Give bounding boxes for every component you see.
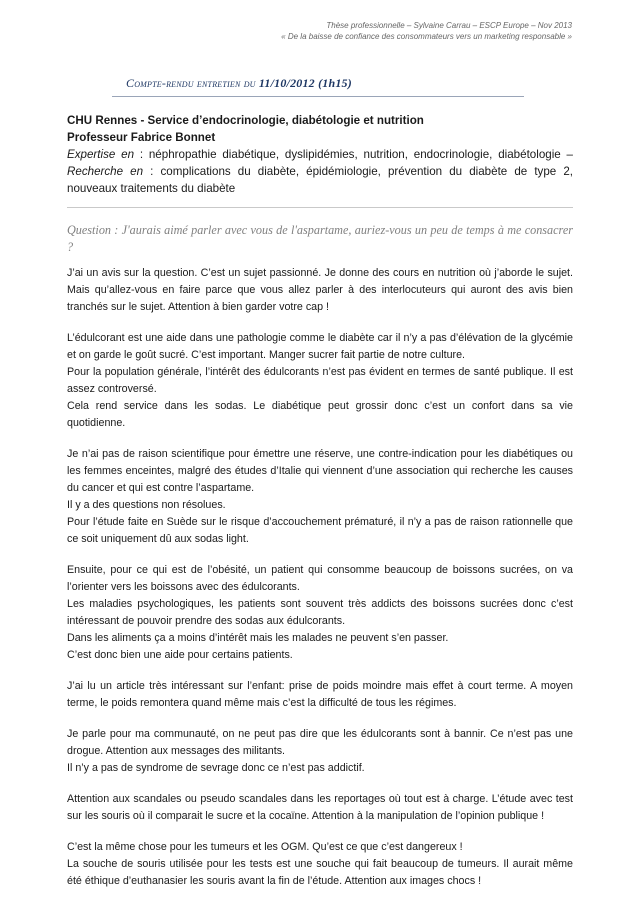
answer-sentence: J’ai un avis sur la question. C’est un sujet passionné. Je donne des cours en nutrition où j’aborde le sujet. Mais qu’allez-vous en faire parce que vous allez parler à des interlocuteurs qui auront des avis bien tranchés sur le sujet. Attention à bien garder votre cap !	[67, 267, 573, 313]
answer-sentence: Cela rend service dans les sodas. Le diabétique peut grossir donc c’est un confort dans sa vie quotidienne.	[67, 400, 573, 429]
expertise-label: Expertise en	[67, 148, 135, 161]
answer-sentence: Les maladies psychologiques, les patients sont souvent très addicts des boissons sucrées donc c’est intéressant de pouvoir prendre des sodas aux édulcorants.	[67, 598, 573, 627]
answer-sentence: La souche de souris utilisée pour les tests est une souche qui fait beaucoup de tumeurs. Il aurait même été éthique d’euthanasier les souris avant la fin de l’étude. Attention aux images chocs !	[67, 858, 573, 887]
answer-sentence: J’ai lu un article très intéressant sur l’enfant: prise de poids moindre mais effet à court terme. A moyen terme, le poids remontera quand même mais c’est la difficulté de tous les régimes.	[67, 680, 573, 709]
answer-sentence: Il y a des questions non résolues.	[67, 499, 226, 511]
answer-paragraph	[67, 446, 573, 548]
interviewee-organization: CHU Rennes - Service d’endocrinologie, diabétologie et nutrition	[67, 114, 424, 127]
answer-paragraph	[67, 678, 573, 712]
answer-paragraph	[67, 791, 573, 825]
interviewee-expertise	[67, 146, 573, 197]
interviewee-name: Professeur Fabrice Bonnet	[67, 131, 216, 144]
report-title	[126, 76, 526, 91]
answer-sentence: Ensuite, pour ce qui est de l’obésité, un patient qui consomme beaucoup de boissons sucrées, on va l’orienter vers les boissons avec des édulcorants.	[67, 564, 573, 593]
header-subtitle-line: « De la baisse de confiance des consommateurs vers un marketing responsable »	[281, 32, 572, 41]
answer-sentence: Dans les aliments ça a moins d’intérêt mais les malades ne peuvent s’en passer.	[67, 632, 449, 644]
answer-paragraph	[67, 726, 573, 777]
interview-question: Question : J'aurais aimé parler avec vous de l'aspartame, auriez-vous un peu de temps à me consacrer ?	[67, 223, 573, 254]
interviewee-block	[67, 112, 573, 197]
answer-sentence: C’est donc bien une aide pour certains patients.	[67, 649, 293, 661]
title-underline	[112, 96, 524, 97]
answer-sentence: Pour la population générale, l’intérêt des édulcorants n’est pas évident en termes de santé publique. Il est assez controversé.	[67, 366, 573, 395]
running-header	[152, 20, 572, 42]
answer-paragraph	[67, 265, 573, 316]
answer-paragraph	[67, 330, 573, 432]
answer-sentence: L’édulcorant est une aide dans une pathologie comme le diabète car il n’y a pas d’élévation de la glycémie et on garde le goût sucré. C’est important. Manger sucrer fait partie de notre culture.	[67, 332, 573, 361]
research-text: : complications du diabète, épidémiologie, prévention du diabète de type 2, nouveaux traitements du diabète	[67, 165, 573, 195]
answer-sentence: Il n’y a pas de syndrome de sevrage donc ce n’est pas addictif.	[67, 762, 365, 774]
answer-sentence: Je parle pour ma communauté, on ne peut pas dire que les édulcorants sont à bannir. Ce n’est pas une drogue. Attention aux messages des militants.	[67, 728, 573, 757]
answer-sentence: Je n’ai pas de raison scientifique pour émettre une réserve, une contre-indication pour les diabétiques ou les femmes enceintes, malgré des études d’Italie qui viennent d’une association qui recherche les causes du cancer et qui est contre l’aspartame.	[67, 448, 573, 494]
expertise-text: : néphropathie diabétique, dyslipidémies, nutrition, endocrinologie, diabétologie –	[134, 148, 573, 161]
research-label: Recherche en	[67, 165, 144, 178]
answer-paragraph	[67, 562, 573, 664]
answer-sentence: Pour l’étude faite en Suède sur le risque d’accouchement prématuré, il n’y a pas de raison rationnelle que ce soit uniquement dû aux sodas light.	[67, 516, 573, 545]
section-divider	[67, 207, 573, 208]
answer-sentence: C’est la même chose pour les tumeurs et les OGM. Qu’est ce que c’est dangereux !	[67, 841, 463, 853]
answer-paragraph	[67, 839, 573, 890]
answer-sentence: Attention aux scandales ou pseudo scandales dans les reportages où tout est à charge. L’étude avec test sur les souris où il comparait le sucre et la cocaïne. Attention à la manipulation de l’opinion publique !	[67, 793, 573, 822]
report-date: 11/10/2012 (1h15)	[258, 76, 352, 90]
report-title-prefix: Compte-rendu entretien du	[126, 76, 256, 90]
interview-answer	[67, 265, 573, 904]
header-thesis-line: Thèse professionnelle – Sylvaine Carrau – ESCP Europe – Nov 2013	[326, 21, 572, 30]
